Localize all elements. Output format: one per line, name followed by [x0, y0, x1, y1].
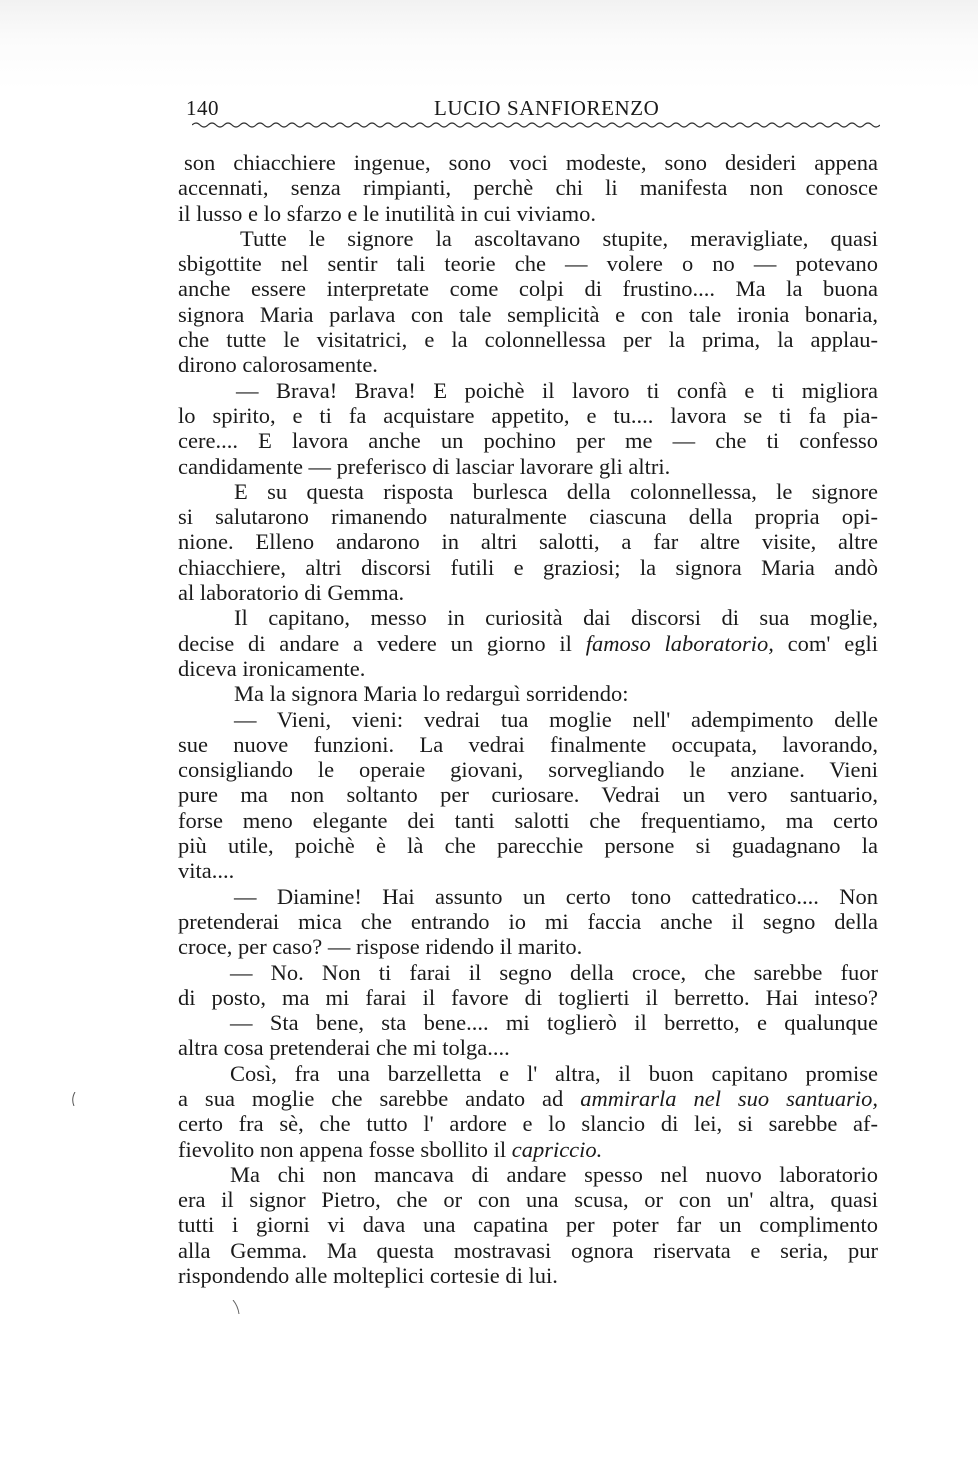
text-line: son chiacchiere ingenue, sono voci modeste, sono desideri appena	[184, 150, 878, 175]
italic-phrase: famoso laboratorio,	[585, 630, 774, 656]
text-line: chiacchiere, altri discorsi futili e graziosi; la signora Maria andò	[178, 554, 878, 580]
text-line: Così, fra una barzelletta e l' altra, il buon capitano promise	[230, 1060, 878, 1086]
text-line: al laboratorio di Gemma.	[178, 580, 405, 606]
text-line: signora Maria parlava con tale semplicità e con tale ironia bonaria,	[178, 301, 878, 327]
header-wavy-rule	[192, 120, 880, 130]
text-line: altra cosa pretenderai che mi tolga....	[178, 1035, 510, 1061]
text-line: consigliando le operaie giovani, sorvegliando le anziane. Vieni	[178, 757, 878, 783]
text-line: — Brava! Brava! E poichè il lavoro ti confà e ti migliora	[236, 377, 878, 403]
text-line: accennati, senza rimpianti, perchè chi li manifesta non conosce	[178, 175, 878, 201]
text-line: nione. Elleno andarono in altri salotti, a far altre visite, altre	[178, 529, 878, 555]
page-number: 140	[186, 96, 219, 120]
text-line: anche essere interpretate come colpi di frustino.... Ma la buona	[178, 276, 878, 302]
text-line: decise di andare a vedere un giorno il famoso laboratorio, com' egli	[178, 630, 878, 656]
margin-mark	[232, 1300, 240, 1314]
text-line: Tutte le signore la ascoltavano stupite, meravigliate, quasi	[240, 225, 878, 251]
text-line: a sua moglie che sarebbe andato ad ammirarla nel suo santuario,	[178, 1085, 878, 1111]
text-line: — Vieni, vieni: vedrai tua moglie nell' adempimento delle	[234, 706, 878, 732]
italic-phrase: capriccio.	[511, 1136, 603, 1162]
text-line: cere.... E lavora anche un pochino per me — che ti confesso	[178, 428, 878, 454]
text-line: il lusso e lo sfarzo e le inutilità in cui viviamo.	[178, 200, 597, 226]
running-title: LUCIO SANFIORENZO	[434, 96, 660, 120]
text-line: Ma la signora Maria lo redarguì sorridendo:	[234, 681, 629, 707]
text-line: vita....	[178, 858, 235, 884]
text-line: croce, per caso? — rispose ridendo il marito.	[178, 934, 583, 960]
text-line: più utile, poichè è là che parecchie persone si guadagnano la	[178, 833, 878, 859]
text-line: era il signor Pietro, che or con una scusa, or con un' altra, quasi	[178, 1187, 878, 1213]
text-line: Il capitano, messo in curiosità dai discorsi di sua moglie,	[234, 605, 878, 631]
text-line: Ma chi non mancava di andare spesso nel nuovo laboratorio	[230, 1161, 878, 1187]
text-line: lo spirito, e ti fa acquistare appetito, e tu.... lavora se ti fa pia-	[178, 402, 878, 428]
text-line: certo fra sè, che tutto l' ardore e lo slancio di lei, si sarebbe af-	[178, 1111, 878, 1137]
text-line: — Diamine! Hai assunto un certo tono cattedratico.... Non	[234, 883, 878, 909]
text-line: dirono calorosamente.	[178, 352, 378, 378]
text-line: di posto, ma mi farai il favore di toglierti il berretto. Hai inteso?	[178, 984, 878, 1010]
text-line: — No. Non ti farai il segno della croce, che sarebbe fuor	[230, 959, 878, 985]
text-line: alla Gemma. Ma questa mostravasi ognora riservata e seria, pur	[178, 1237, 878, 1263]
text-line: candidamente — preferisco di lasciar lavorare gli altri.	[178, 453, 671, 479]
text-line: E su questa risposta burlesca della colonnellessa, le signore	[234, 478, 878, 504]
text-line: diceva ironicamente.	[178, 655, 366, 681]
text-line: si salutarono rimanendo naturalmente ciascuna della propria opi-	[178, 504, 878, 530]
italic-phrase: ammirarla nel suo santuario,	[580, 1085, 878, 1111]
text-line: pure ma non soltanto per curiosare. Vedrai un vero santuario,	[178, 782, 878, 808]
text-line: fievolito non appena fosse sbollito il capriccio.	[178, 1136, 603, 1162]
body-text	[178, 150, 878, 1288]
text-line: forse meno elegante dei tanti salotti che frequentiamo, ma certo	[178, 807, 878, 833]
text-line: sue nuove funzioni. La vedrai finalmente occupata, lavorando,	[178, 731, 878, 757]
margin-mark	[70, 1092, 76, 1106]
text-line: che tutte le visitatrici, e la colonnellessa per la prima, la applau-	[178, 327, 878, 353]
text-line: sbigottite nel sentir tali teorie che — volere o no — potevano	[178, 251, 878, 277]
text-line: tutti i giorni vi dava una capatina per poter far un complimento	[178, 1212, 878, 1238]
text-line: rispondendo alle molteplici cortesie di lui.	[178, 1263, 558, 1289]
text-line: pretenderai mica che entrando io mi faccia anche il segno della	[178, 908, 878, 934]
text-line: — Sta bene, sta bene.... mi toglierò il berretto, e qualunque	[230, 1010, 878, 1036]
